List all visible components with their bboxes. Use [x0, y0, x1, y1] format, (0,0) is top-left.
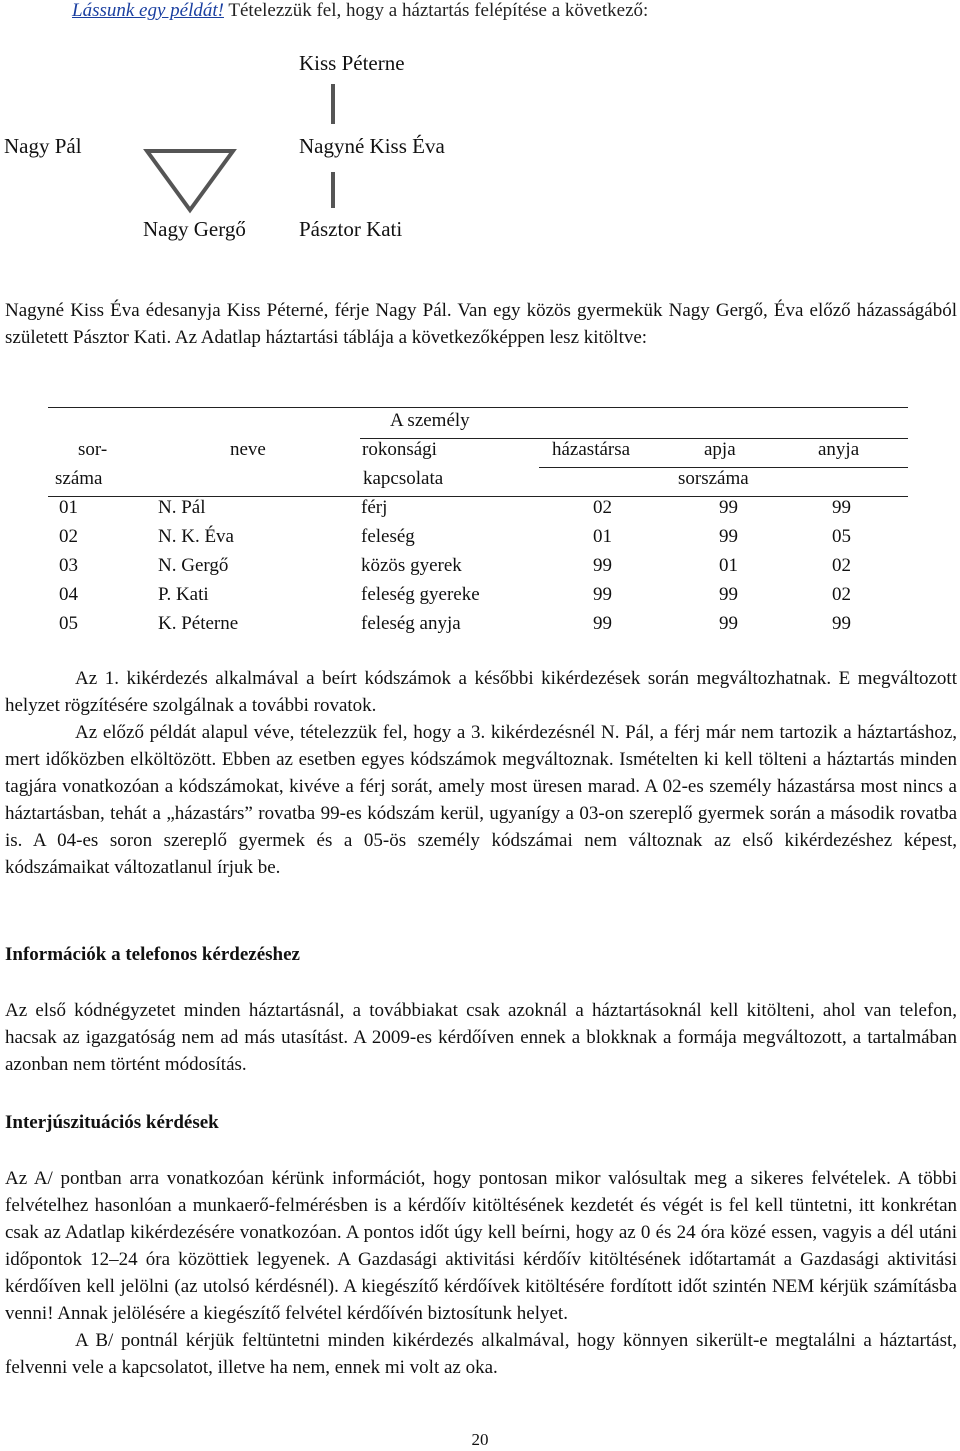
cell-spouse: 02 — [593, 497, 612, 518]
header-rokonsagi: rokonsági — [362, 439, 437, 460]
cell-mother: 02 — [832, 555, 851, 576]
cell-father: 99 — [719, 613, 738, 634]
paragraph-third-interview-example: Az előző példát alapul véve, tételezzük fel, hogy a 3. kikérdezésnél N. Pál, a férj már nem tartozik a háztartáshoz, mert időközben elköltözött. Ebben az esetben egyes kódszámok megváltoznak. Ismételten ki kell tölteni a háztartás minden tagjára vonatkozóan a kódszámokat, kivéve a férj sorát, amely most üresen marad. A 02-es személy házastársa most nincs a háztartásban, tehát a „házastárs” rovatba 99-es kódszám kerül, ugyanígy a 03-on szereplő gyermek során a második rovatba is. A 04-es soron szereplő gyermek és a 05-ös személy kódszámai nem változnak az első kikérdezéshez képest, kódszámaikat változatlanul írjuk be. — [5, 722, 957, 878]
header-anyja: anyja — [818, 439, 860, 460]
cell-spouse: 99 — [593, 584, 612, 605]
header-kapcsolata: kapcsolata — [363, 468, 444, 489]
paragraph-point-a: Az A/ pontban arra vonatkozóan kérünk információt, hogy pontosan mikor valósultak meg a sikeres felvételek. A többi felvételhez hasonlóan a munkaerő-felmérésben is a kérdőív kitöltésének kezdetét és végét is fel kell tüntetni, itt konkrétan csak az Adatlap kikérdezésére vonatkozóan. A pontos időt úgy kell beírni, hogy az 0 és 24 óra közé essen, vagyis a dél utáni időpontok 12–24 óra közöttiek legyenek. A Gazdasági aktivitási kérdőív kitöltésének időtartamát a Gazdasági aktivitási kérdőíven kell jelölni (az utolsó kérdésnél). A kiegészítő kérdőívek kitöltésére fordított időt szintén NEM kérjük számításba venni! Annak jelölésére a kiegészítő felvétel kérdőívén biztosítunk helyet. — [5, 1168, 957, 1324]
paragraph-first-interview: Az 1. kikérdezés alkalmával a beírt kódszámok a későbbi kikérdezések során megváltozhatnak. E megváltozott helyzet rögzítésére szolgálnak a további rovatok. — [5, 668, 957, 716]
cell-num: 01 — [59, 497, 78, 518]
cell-mother: 05 — [832, 526, 851, 547]
paragraph-phone-info: Az első kódnégyzetet minden háztartásnál, a továbbiakat csak azoknál a háztartásoknál kell kitölteni, ahol van telefon, hacsak az igazgatóság nem ad más utasítást. A 2009-es kérdőíven ennek a blokknak a formája megváltozott, a tartalmában azonban nem történt módosítás. — [5, 1000, 957, 1075]
cell-num: 03 — [59, 555, 78, 576]
triangle-parents-child — [147, 151, 233, 210]
cell-spouse: 01 — [593, 526, 612, 547]
cell-mother: 99 — [832, 613, 851, 634]
header-szama: száma — [55, 468, 103, 489]
diagram-lines — [0, 0, 960, 230]
cell-num: 04 — [59, 584, 78, 605]
header-hazastarsa: házastársa — [552, 439, 631, 460]
table-row — [48, 493, 908, 522]
header-apja: apja — [704, 439, 736, 460]
heading-phone-interview: Információk a telefonos kérdezéshez — [5, 944, 300, 965]
table-row — [48, 551, 908, 580]
cell-num: 02 — [59, 526, 78, 547]
cell-relation: feleség anyja — [361, 613, 461, 634]
label-nagy-pal: Nagy Pál — [4, 134, 82, 158]
label-pasztor-kati: Pásztor Kati — [299, 217, 403, 241]
table-header-row-1 — [48, 435, 908, 464]
table-header-row-2 — [48, 464, 908, 493]
cell-spouse: 99 — [593, 613, 612, 634]
cell-mother: 99 — [832, 497, 851, 518]
cell-relation: feleség gyereke — [361, 584, 480, 605]
cell-relation: közös gyerek — [361, 555, 462, 576]
header-sorszama: sorszáma — [678, 468, 749, 489]
cell-mother: 02 — [832, 584, 851, 605]
table-row — [48, 522, 908, 551]
cell-spouse: 99 — [593, 555, 612, 576]
page-number: 20 — [471, 1430, 489, 1449]
cell-name: K. Péterne — [158, 613, 239, 634]
paragraph-point-b: A B/ pontnál kérjük feltüntetni minden kikérdezés alkalmával, hogy könnyen sikerült-e megtalálni a háztartást, felvenni vele a kapcsolatot, illetve ha nem, ennek mi volt az oka. — [5, 1330, 957, 1378]
intro-text: Tételezzük fel, hogy a háztartás felépítése a következő: — [223, 0, 649, 21]
cell-name: P. Kati — [158, 584, 209, 605]
heading-interview-situation: Interjúszituációs kérdések — [5, 1112, 219, 1133]
cell-father: 01 — [719, 555, 738, 576]
cell-father: 99 — [719, 584, 738, 605]
paragraph-code-changes — [5, 665, 957, 881]
cell-name: N. K. Éva — [158, 526, 234, 547]
cell-relation: férj — [361, 497, 388, 518]
label-nagyne-kiss-eva: Nagyné Kiss Éva — [299, 134, 445, 158]
group-header: A személy — [390, 410, 470, 431]
label-nagy-gergo: Nagy Gergő — [143, 217, 246, 241]
paragraph-interview-situation — [5, 1165, 957, 1381]
paragraph-household-description: Nagyné Kiss Éva édesanyja Kiss Péterné, férje Nagy Pál. Van egy közös gyermekük Nagy Gergő, Éva előző házasságából született Pásztor Kati. Az Adatlap háztartási táblája a következőképpen lesz kitöltve: — [5, 300, 957, 348]
header-sor: sor- — [78, 439, 108, 460]
label-kiss-peterne: Kiss Péterne — [299, 51, 405, 75]
household-table — [48, 406, 908, 638]
cell-relation: feleség — [361, 526, 415, 547]
cell-name: N. Gergő — [158, 555, 229, 576]
table-row — [48, 580, 908, 609]
cell-father: 99 — [719, 526, 738, 547]
header-neve: neve — [230, 439, 266, 460]
cell-num: 05 — [59, 613, 78, 634]
example-link[interactable]: Lássunk egy példát! — [72, 0, 224, 21]
table-row — [48, 609, 908, 638]
cell-name: N. Pál — [158, 497, 206, 518]
cell-father: 99 — [719, 497, 738, 518]
table-group-header-row — [48, 406, 908, 435]
